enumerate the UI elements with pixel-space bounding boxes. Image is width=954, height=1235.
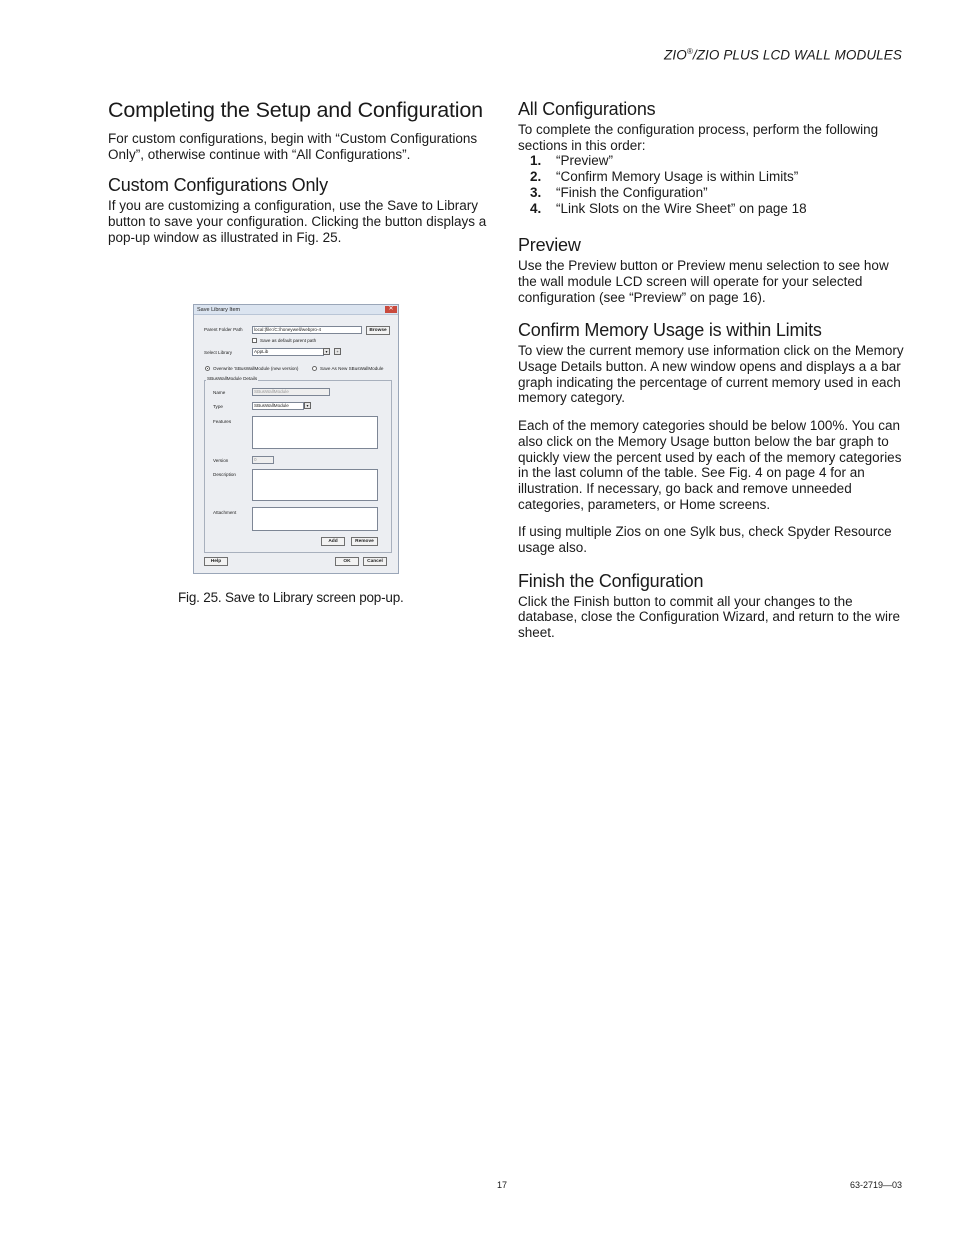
heading-custom-configurations: Custom Configurations Only [108, 175, 328, 196]
memory-paragraph-2: Each of the memory categories should be below 100%. You can also click on the Memory Usage button below the bar graph to quickly view the percent used by each of the memory categories in the last column of the table. See Fig. 4 on page 4 for an illustration. If necessary, go back and remove unneeded categories, parameters, or Home screens. [518, 418, 902, 512]
description-field[interactable] [252, 469, 378, 501]
remove-button[interactable]: Remove [351, 537, 378, 546]
parent-folder-label: Parent Folder Path [204, 327, 243, 332]
select-library-dropdown[interactable]: AppLib [252, 348, 324, 356]
name-label: Name [213, 390, 226, 395]
chevron-down-icon[interactable]: ▾ [323, 348, 330, 355]
heading-finish-configuration: Finish the Configuration [518, 570, 704, 591]
heading-preview: Preview [518, 235, 581, 256]
steps-list [518, 153, 906, 216]
type-dropdown[interactable]: SBusWallModule [252, 402, 304, 410]
step-number: 2. [530, 169, 542, 185]
custom-paragraph: If you are customizing a configuration, use the Save to Library button to save your configuration. Clicking the button displays a pop-up window as illustrated in Fig. 25. [108, 198, 487, 245]
save-new-radio[interactable] [312, 366, 317, 371]
document-number: 63-2719—03 [849, 1180, 902, 1190]
step-text: “Finish the Configuration” [556, 184, 708, 200]
step-text: “Preview” [556, 153, 614, 169]
list-item [518, 201, 906, 217]
step-number: 4. [530, 200, 542, 216]
save-library-dialog [193, 304, 399, 574]
list-item [518, 185, 906, 201]
section-heading-setup: Completing the Setup and Configuration [108, 98, 483, 122]
cancel-button[interactable]: Cancel [363, 557, 387, 566]
name-field[interactable]: SBusWallModule [252, 388, 330, 396]
add-button[interactable]: Add [321, 537, 345, 546]
details-group-title: SBusWallModule Details [207, 376, 258, 381]
heading-all-configurations: All Configurations [518, 99, 656, 119]
dialog-titlebar [194, 305, 398, 315]
save-new-label: Save As New SBusWallModule [320, 366, 384, 371]
type-label: Type [213, 404, 223, 409]
select-library-label: Select Library [204, 350, 233, 355]
parent-folder-field[interactable]: local:|file:/C:/honeywell/webpro-4 [252, 326, 362, 334]
finish-paragraph: Click the Finish button to commit all your changes to the database, close the Configuration Wizard, and return to the wire sheet. [518, 593, 900, 641]
description-label: Description [213, 472, 236, 477]
features-field[interactable] [252, 416, 378, 449]
running-header [664, 47, 902, 63]
preview-paragraph: Use the Preview button or Preview menu selection to see how the wall module LCD screen will operate for your selected configuration (see “Preview” on page 16). [518, 258, 889, 305]
chevron-down-icon[interactable]: ▾ [304, 402, 311, 409]
help-button[interactable]: Help [204, 557, 228, 566]
version-field[interactable]: 0 [252, 456, 274, 464]
list-item [518, 153, 906, 169]
dialog-title: Save Library Item [197, 307, 241, 313]
overwrite-label: Overwrite 'SBusWallModule (new version) [213, 366, 299, 371]
page-number: 17 [497, 1180, 508, 1190]
attachment-field[interactable] [252, 507, 378, 531]
step-text: “Link Slots on the Wire Sheet” on page 18 [556, 200, 807, 216]
attachment-label: Attachment [213, 510, 237, 515]
features-label: Features [213, 419, 232, 424]
memory-paragraph-3: If using multiple Zios on one Sylk bus, check Spyder Resource usage also. [518, 524, 892, 556]
step-text: “Confirm Memory Usage is within Limits” [556, 169, 799, 185]
browse-button[interactable]: Browse [366, 326, 390, 335]
add-library-button[interactable]: + [334, 348, 341, 355]
list-item [518, 169, 906, 185]
ok-button[interactable]: OK [335, 557, 359, 566]
save-default-label: Save as default parent path [260, 338, 317, 343]
figure-caption: Fig. 25. Save to Library screen pop-up. [178, 590, 404, 605]
intro-paragraph: For custom configurations, begin with “Custom Configurations Only”, otherwise continue with “All Configurations”. [108, 131, 478, 162]
header-brand: ZIO [664, 47, 687, 63]
heading-confirm-memory: Confirm Memory Usage is within Limits [518, 320, 822, 341]
step-number: 1. [530, 153, 542, 169]
version-label: Version [213, 458, 229, 463]
left-column [108, 98, 490, 258]
step-number: 3. [530, 184, 542, 200]
overwrite-radio[interactable] [205, 366, 210, 371]
memory-paragraph-1: To view the current memory use information click on the Memory Usage Details button. A new window opens and displays a a bar graph indicating the percentage of current memory used in each memory category. [518, 343, 904, 406]
header-title: /ZIO PLUS LCD WALL MODULES [692, 47, 902, 63]
right-column [518, 98, 906, 653]
save-default-checkbox[interactable] [252, 338, 257, 343]
close-icon[interactable]: ✕ [385, 306, 397, 313]
all-configurations-paragraph: To complete the configuration process, perform the following sections in this order: [518, 122, 879, 153]
registered-mark: ® [686, 47, 693, 56]
